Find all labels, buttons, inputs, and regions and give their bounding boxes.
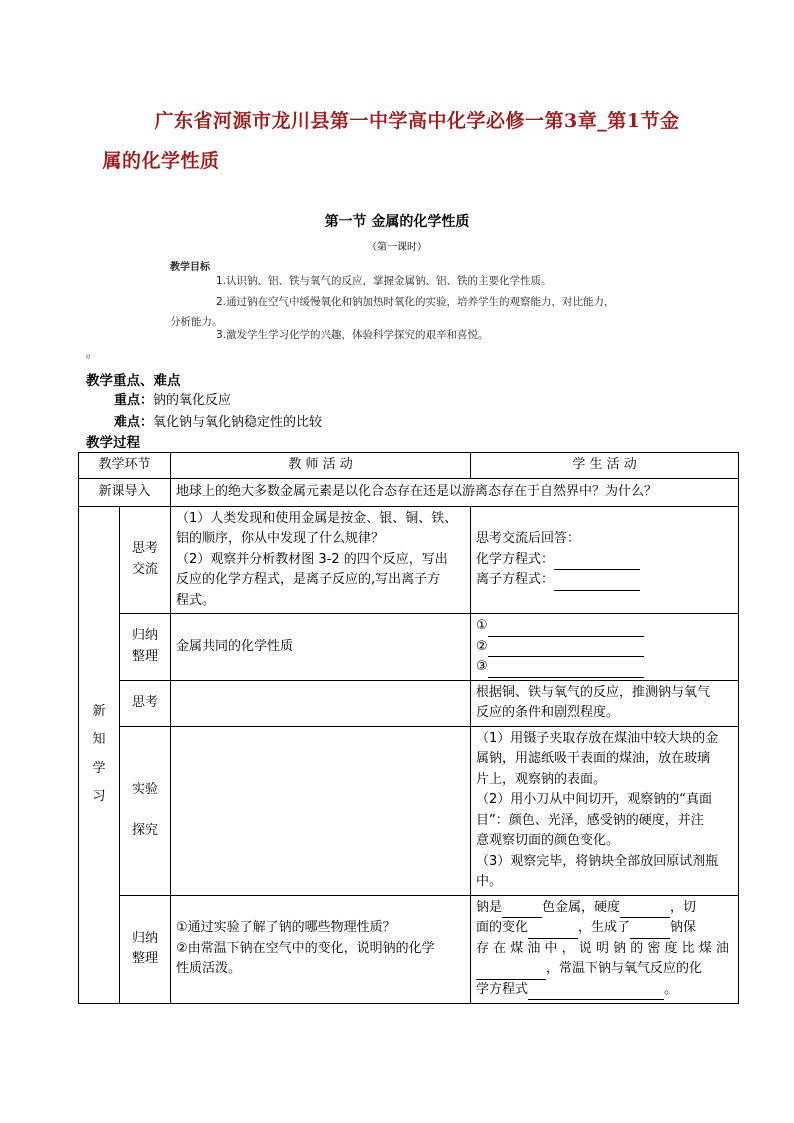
document-title-line2: 属的化学性质 bbox=[102, 150, 220, 172]
sub-phase-label: 归纳 整理 bbox=[120, 614, 171, 681]
intro-phase: 新课导入 bbox=[79, 478, 171, 506]
objective-item: 3.激发学生学习化学的兴趣，体验科学探究的艰辛和喜悦。 bbox=[216, 329, 489, 341]
student-activity: 思考交流后回答： 化学方程式： 离子方程式： bbox=[471, 506, 739, 614]
student-activity: 钠是 色金属，硬度 ，切 面的变化 ，生成了 钠保 存 在 煤 油 中 ， 说 明 钠 的 密 度 比 煤 油 ，常温下钠与氧气反应的化 学方程式 。 bbox=[471, 895, 739, 1003]
header-teacher: 教 师 活 动 bbox=[171, 453, 471, 479]
sub-phase-label: 思考 bbox=[120, 680, 171, 726]
student-activity: 根据铜、铁与氧气的反应，推测钠与氧气 反应的条件和剧烈程度。 bbox=[471, 680, 739, 726]
difficulty-text: 氧化钠与氧化钠稳定性的比较 bbox=[153, 415, 323, 430]
process-heading: 教学过程 bbox=[86, 435, 140, 451]
table-row-intro bbox=[79, 478, 739, 506]
teacher-activity: 金属共同的化学性质 bbox=[171, 614, 471, 681]
key-points-heading: 教学重点、难点 bbox=[86, 373, 181, 389]
teacher-activity: ①通过实验了解了钠的哪些物理性质？ ②由常温下钠在空气中的变化，说明钠的化学 性质活泼。 bbox=[171, 895, 471, 1003]
teacher-activity bbox=[171, 726, 471, 895]
table-row bbox=[79, 895, 739, 1003]
section-subtitle: （第一课时） bbox=[367, 242, 427, 253]
table-row bbox=[79, 506, 739, 614]
table-row bbox=[79, 680, 739, 726]
teacher-activity: （1）人类发现和使用金属是按金、银、铜、铁、 铝的顺序，你从中发现了什么规律？ （2）观察并分析教材图 3-2 的四个反应，写出 反应的化学方程式，是离子反应的,写出离子方 程式。 bbox=[171, 506, 471, 614]
objective-item: 1.认识钠、铝、铁与氧气的反应，掌握金属钠、铝、铁的主要化学性质。 bbox=[216, 275, 552, 287]
document-title-line1: 广东省河源市龙川县第一中学高中化学必修一第3章_第1节金 bbox=[154, 110, 680, 132]
objective-item: 分析能力。 bbox=[170, 316, 223, 328]
section-title: 第一节 金属的化学性质 bbox=[324, 214, 470, 230]
lesson-process-table bbox=[78, 452, 739, 1004]
student-activity: ① ② ③ bbox=[471, 614, 739, 681]
teacher-activity bbox=[171, 680, 471, 726]
objective-item: 2.通过钠在空气中缓慢氧化和钠加热时氧化的实验，培养学生的观察能力，对比能力， bbox=[216, 296, 615, 308]
focus-text: 钠的氧化反应 bbox=[153, 393, 232, 408]
table-row bbox=[79, 614, 739, 681]
sub-phase-label: 实验 探究 bbox=[120, 726, 171, 895]
table-header-row bbox=[79, 453, 739, 479]
focus-label: 重点： bbox=[114, 393, 154, 408]
sub-phase-label: 思考 交流 bbox=[120, 506, 171, 614]
student-activity: （1）用镊子夹取存放在煤油中较大块的金 属钠，用滤纸吸干表面的煤油，放在玻璃 片上，观察钠的表面。 （2）用小刀从中间切开，观察钠的“真面 目”：颜色、光泽，感受钠的硬度，并注 意观察切面的颜色变化。 （3）观察完毕，将钠块全部放回原试剂瓶 中。 bbox=[471, 726, 739, 895]
sub-phase-label: 归纳 整理 bbox=[120, 895, 171, 1003]
intro-content: 地球上的绝大多数金属元素是以化合态存在还是以游离态存在于自然界中？为什么？ bbox=[171, 478, 739, 506]
group-label: 新 知 学 习 bbox=[79, 506, 120, 1003]
objectives-heading: 教学目标 bbox=[170, 262, 210, 273]
focus-point bbox=[114, 389, 231, 408]
difficulty-point bbox=[114, 411, 322, 430]
header-student: 学 生 活 动 bbox=[471, 453, 739, 479]
table-row bbox=[79, 726, 739, 895]
trailing-mark: 。 bbox=[86, 346, 99, 360]
difficulty-label: 难点： bbox=[114, 415, 154, 430]
header-phase: 教学环节 bbox=[79, 453, 171, 479]
